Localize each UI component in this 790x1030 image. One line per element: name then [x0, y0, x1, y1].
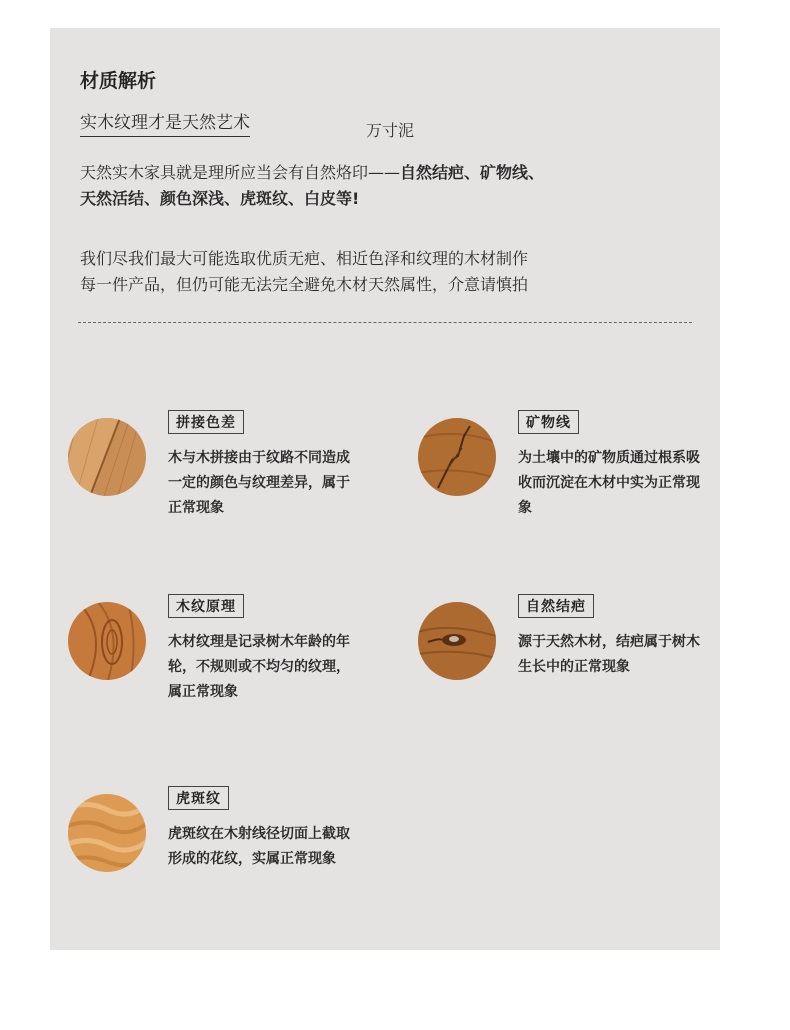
- section-title: 材质解析: [80, 70, 157, 92]
- item-tag: 矿物线: [518, 410, 579, 434]
- item-tag: 虎斑纹: [168, 786, 229, 810]
- intro-line1-bold: 自然结疤、矿物线、: [400, 163, 545, 182]
- wood-tiger-stripe-icon: [68, 794, 146, 872]
- intro-paragraph: [80, 160, 720, 212]
- notice-paragraph: [80, 246, 720, 298]
- item-description: 为土壤中的矿物质通过根系吸收而沉淀在木材中实为正常现象: [518, 450, 700, 516]
- item-tag: 木纹原理: [168, 594, 244, 618]
- notice-line1: 我们尽我们最大可能选取优质无疤、相近色泽和纹理的木材制作: [80, 249, 529, 268]
- item-splice-color: [68, 410, 368, 550]
- item-description: 木材纹理是记录树木年龄的年轮，不规则或不均匀的纹理，属正常现象: [168, 634, 350, 700]
- item-tag: 拼接色差: [168, 410, 244, 434]
- brand-watermark: 万寸泥: [366, 121, 415, 140]
- item-natural-knot: [418, 594, 718, 734]
- item-wood-grain: [68, 594, 368, 734]
- item-tag: 自然结疤: [518, 594, 594, 618]
- wood-grain-icon: [68, 602, 146, 680]
- wood-splice-icon: [68, 418, 146, 496]
- item-description: 木与木拼接由于纹路不同造成一定的颜色与纹理差异，属于正常现象: [168, 450, 350, 516]
- item-tiger-stripe: [68, 786, 368, 926]
- item-description: 源于天然木材，结疤属于树木生长中的正常现象: [518, 634, 700, 675]
- intro-line1-text: 天然实木家具就是理所应当会有自然烙印——: [80, 163, 401, 182]
- dashed-divider: [78, 322, 692, 323]
- material-panel: [50, 28, 720, 950]
- item-description: 虎斑纹在木射线径切面上截取形成的花纹，实属正常现象: [168, 826, 350, 867]
- notice-line2: 每一件产品，但仍可能无法完全避免木材天然属性，介意请慎拍: [80, 275, 529, 294]
- wood-knot-icon: [418, 602, 496, 680]
- intro-line2-bold: 天然活结、颜色深浅、虎斑纹、白皮等!: [80, 189, 360, 208]
- section-subtitle: 实木纹理才是天然艺术: [80, 108, 250, 137]
- item-mineral-line: [418, 410, 718, 550]
- wood-mineral-icon: [418, 418, 496, 496]
